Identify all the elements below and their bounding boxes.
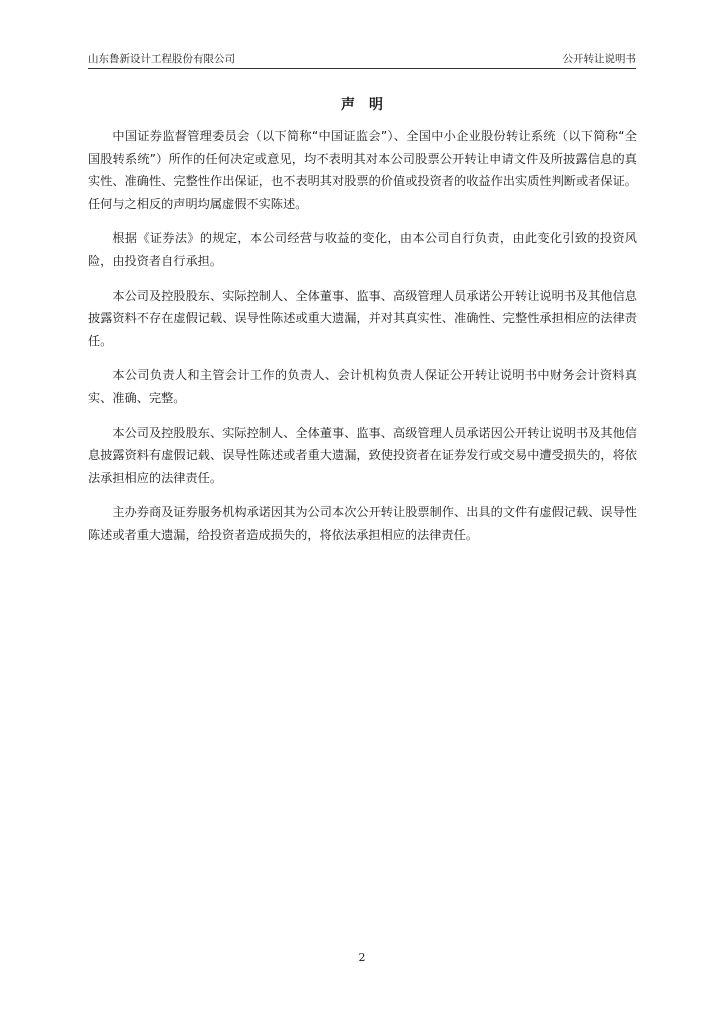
paragraph-6: 主办券商及证券服务机构承诺因其为公司本次公开转让股票制作、出具的文件有虚假记载、误导性陈述或者重大遗漏，给投资者造成损失的，将依法承担相应的法律责任。: [88, 505, 637, 542]
page-header: [88, 50, 636, 69]
paragraph-4: 本公司负责人和主管会计工作的负责人、会计机构负责人保证公开转让说明书中财务会计资料真实、准确、完整。: [88, 368, 637, 405]
paragraph-1: 中国证券监督管理委员会（以下简称“中国证监会”）、全国中小企业股份转让系统（以下简称“全国股转系统”）所作的任何决定或意见，均不表明其对本公司股票公开转让申请文件及所披露信息的真实性、准确性、完整性作出保证，也不表明其对股票的价值或投资者的收益作出实质性判断或者保证。任何与之相反的声明均属虚假不实陈述。: [88, 129, 637, 211]
paragraph-3: 本公司及控股股东、实际控制人、全体董事、监事、高级管理人员承诺公开转让说明书及其他信息披露资料不存在虚假记载、误导性陈述或重大遗漏，并对其真实性、准确性、完整性承担相应的法律责任。: [88, 288, 637, 348]
header-document-title: 公开转让说明书: [562, 53, 636, 65]
declaration-body: [88, 125, 637, 559]
paragraph-2: 根据《证券法》的规定，本公司经营与收益的变化，由本公司自行负责，由此变化引致的投资风险，由投资者自行承担。: [88, 231, 637, 268]
section-title: 声明: [341, 97, 397, 113]
paragraph-5: 本公司及控股股东、实际控制人、全体董事、监事、高级管理人员承诺因公开转让说明书及其他信息披露资料有虚假记载、误导性陈述或者重大遗漏，致使投资者在证券发行或交易中遭受损失的，将依法承担相应的法律责任。: [88, 425, 637, 485]
page-number: 2: [358, 951, 366, 964]
header-company-name: 山东鲁新设计工程股份有限公司: [88, 53, 235, 65]
